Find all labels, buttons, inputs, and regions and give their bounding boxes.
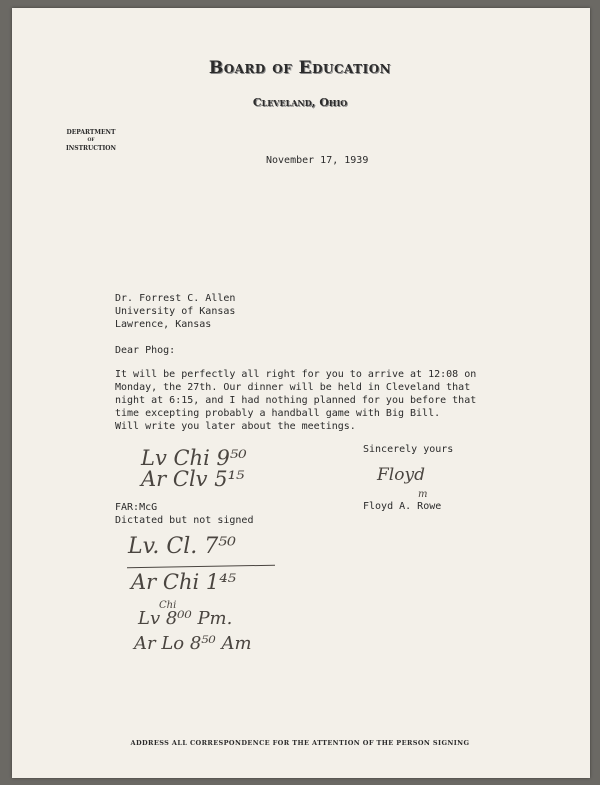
footer-note: ADDRESS ALL CORRESPONDENCE FOR THE ATTENTION OF THE PERSON SIGNING	[130, 739, 470, 747]
letter-date: November 17, 1939	[266, 155, 369, 166]
recipient-line-2: University of Kansas	[115, 306, 236, 317]
note-line-5-superscript: Chi	[159, 600, 177, 611]
note-line-1: Lv Chi 9⁵⁰	[141, 446, 247, 470]
department-line-3: INSTRUCTION	[65, 145, 117, 152]
recipient-line-3: Lawrence, Kansas	[115, 319, 212, 330]
salutation: Dear Phog:	[115, 345, 176, 356]
body-line-2: Monday, the 27th. Our dinner will be held in Cleveland that	[115, 382, 471, 393]
dictated-note: Dictated but not signed	[115, 515, 254, 526]
recipient-line-1: Dr. Forrest C. Allen	[115, 293, 236, 304]
handwritten-signature: Floyd	[377, 465, 425, 485]
body-line-1: It will be perfectly all right for you to arrive at 12:08 on	[115, 369, 477, 380]
letterhead-subtitle: Cleveland, Ohio	[252, 96, 348, 109]
initials: FAR:McG	[115, 502, 158, 513]
body-paragraph-2: Will write you later about the meetings.	[115, 421, 356, 432]
signer-name: Floyd A. Rowe	[363, 501, 442, 512]
note-line-4: Ar Chi 1⁴⁵	[131, 570, 237, 594]
note-line-2: Ar Clv 5¹⁵	[141, 467, 245, 491]
closing: Sincerely yours	[363, 444, 454, 455]
note-line-6: Ar Lo 8⁵⁰ Am	[134, 633, 252, 654]
note-line-3: Lv. Cl. 7⁵⁰	[128, 534, 236, 559]
department-line-2: OF	[87, 138, 95, 143]
department-line-1: DEPARTMENT	[66, 129, 116, 136]
letterhead-title: Board of Education	[208, 58, 392, 78]
note-line-5: Lv 8⁰⁰ Pm.	[138, 608, 233, 629]
department-block	[58, 129, 124, 153]
signature-mark: m	[418, 489, 428, 500]
body-line-4: time excepting probably a handball game with Big Bill.	[115, 408, 441, 419]
body-line-3: night at 6:15, and I had nothing planned for you before that	[115, 395, 477, 406]
